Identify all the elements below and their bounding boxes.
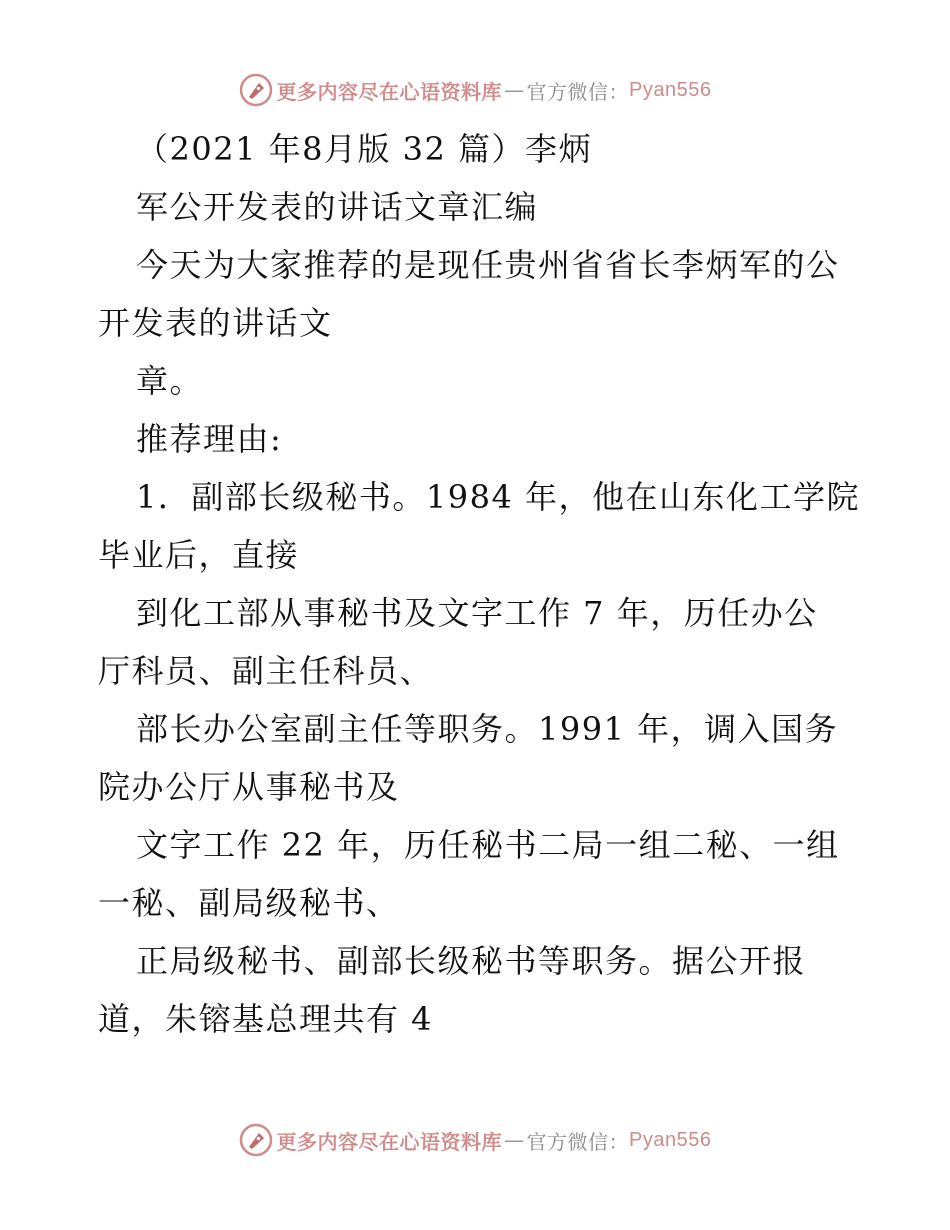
text-line-1: （2021 年8月版 32 篇）李炳: [136, 130, 593, 168]
banner-wechat-id: Pyan556: [629, 78, 712, 101]
footer-watermark-banner: [0, 1120, 950, 1160]
banner-main-text: 更多内容尽在心语资料库: [276, 79, 503, 104]
banner-dash: —: [504, 1128, 525, 1152]
text-line-6: 推荐理由:: [136, 420, 283, 458]
text-line-16: 道，朱镕基总理共有 4: [98, 1000, 434, 1038]
text-line-14: 一秘、副局级秘书、: [98, 884, 400, 922]
text-line-13: 文字工作 22 年，历任秘书二局一组二秘、一组: [136, 826, 840, 864]
banner-wechat-label: 官方微信：: [526, 1129, 630, 1154]
text-line-4: 开发表的讲话文: [98, 304, 333, 342]
pen-nib-logo-icon: [239, 73, 273, 107]
text-line-10: 厅科员、副主任科员、: [98, 652, 434, 690]
banner-wechat-id: Pyan556: [629, 1128, 712, 1151]
header-watermark-banner: [0, 70, 950, 110]
text-line-7: 1．副部长级秘书。1984 年，他在山东化工学院: [136, 478, 860, 516]
banner-wechat-label: 官方微信：: [526, 79, 630, 104]
banner-dash: —: [504, 78, 525, 102]
banner-main-text: 更多内容尽在心语资料库: [276, 1129, 503, 1154]
text-line-2: 军公开发表的讲话文章汇编: [136, 188, 539, 226]
text-line-3: 今天为大家推荐的是现任贵州省省长李炳军的公: [136, 246, 840, 284]
text-line-5: 章。: [136, 362, 204, 400]
text-line-15: 正局级秘书、副部长级秘书等职务。据公开报: [136, 942, 807, 980]
document-body: [98, 120, 868, 1048]
text-line-11: 部长办公室副主任等职务。1991 年，调入国务: [136, 710, 839, 748]
text-line-8: 毕业后，直接: [98, 536, 300, 574]
pen-nib-logo-icon: [239, 1123, 273, 1157]
text-line-9: 到化工部从事秘书及文字工作 7 年，历任办公: [136, 594, 818, 632]
text-line-12: 院办公厅从事秘书及: [98, 768, 400, 806]
